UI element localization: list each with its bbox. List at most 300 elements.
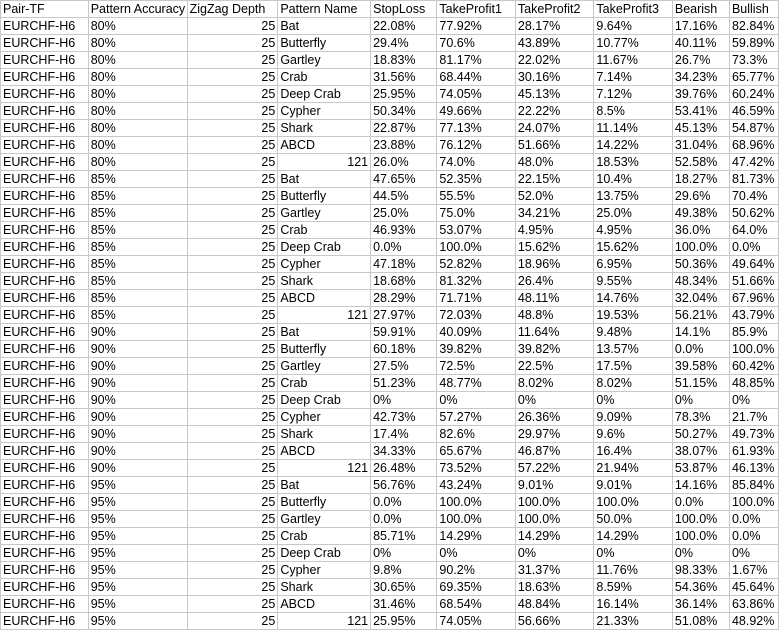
col-pattern-name-cell[interactable]: Deep Crab bbox=[278, 392, 371, 409]
col-takeprofit1-cell[interactable]: 49.66% bbox=[437, 103, 516, 120]
col-pair-tf-header[interactable]: Pair-TF bbox=[1, 1, 89, 18]
col-takeprofit2-cell[interactable]: 51.66% bbox=[515, 137, 594, 154]
col-bullish-cell[interactable]: 73.3% bbox=[729, 52, 778, 69]
col-bearish-cell[interactable]: 50.36% bbox=[672, 256, 729, 273]
col-pattern-name-cell[interactable]: 121 bbox=[278, 613, 371, 630]
col-takeprofit1-cell[interactable]: 90.2% bbox=[437, 562, 516, 579]
col-stoploss-cell[interactable]: 18.68% bbox=[371, 273, 437, 290]
col-bullish-cell[interactable]: 70.4% bbox=[729, 188, 778, 205]
col-zigzag-depth-cell[interactable]: 25 bbox=[187, 273, 278, 290]
col-takeprofit3-cell[interactable]: 13.75% bbox=[594, 188, 673, 205]
col-takeprofit2-cell[interactable]: 4.95% bbox=[515, 222, 594, 239]
col-pattern-accuracy-cell[interactable]: 95% bbox=[88, 477, 187, 494]
col-pattern-name-cell[interactable]: Gartley bbox=[278, 205, 371, 222]
col-takeprofit2-cell[interactable]: 22.22% bbox=[515, 103, 594, 120]
col-zigzag-depth-cell[interactable]: 25 bbox=[187, 426, 278, 443]
col-pair-tf-cell[interactable]: EURCHF-H6 bbox=[1, 120, 89, 137]
col-zigzag-depth-cell[interactable]: 25 bbox=[187, 154, 278, 171]
col-zigzag-depth-cell[interactable]: 25 bbox=[187, 188, 278, 205]
col-bearish-header[interactable]: Bearish bbox=[672, 1, 729, 18]
col-bullish-cell[interactable]: 60.42% bbox=[729, 358, 778, 375]
col-bearish-cell[interactable]: 17.16% bbox=[672, 18, 729, 35]
col-bullish-cell[interactable]: 50.62% bbox=[729, 205, 778, 222]
col-pattern-accuracy-cell[interactable]: 80% bbox=[88, 35, 187, 52]
col-takeprofit3-cell[interactable]: 9.48% bbox=[594, 324, 673, 341]
col-takeprofit3-cell[interactable]: 14.76% bbox=[594, 290, 673, 307]
col-pair-tf-cell[interactable]: EURCHF-H6 bbox=[1, 188, 89, 205]
col-pattern-name-cell[interactable]: Crab bbox=[278, 528, 371, 545]
col-stoploss-cell[interactable]: 85.71% bbox=[371, 528, 437, 545]
col-takeprofit3-cell[interactable]: 16.14% bbox=[594, 596, 673, 613]
col-takeprofit2-cell[interactable]: 22.5% bbox=[515, 358, 594, 375]
col-stoploss-cell[interactable]: 46.93% bbox=[371, 222, 437, 239]
col-takeprofit3-cell[interactable]: 8.5% bbox=[594, 103, 673, 120]
col-takeprofit3-cell[interactable]: 14.29% bbox=[594, 528, 673, 545]
col-takeprofit1-cell[interactable]: 53.07% bbox=[437, 222, 516, 239]
col-pair-tf-cell[interactable]: EURCHF-H6 bbox=[1, 103, 89, 120]
col-pattern-accuracy-cell[interactable]: 95% bbox=[88, 562, 187, 579]
col-pair-tf-cell[interactable]: EURCHF-H6 bbox=[1, 341, 89, 358]
col-takeprofit3-cell[interactable]: 7.14% bbox=[594, 69, 673, 86]
col-pattern-name-cell[interactable]: Butterfly bbox=[278, 341, 371, 358]
col-pair-tf-cell[interactable]: EURCHF-H6 bbox=[1, 409, 89, 426]
col-zigzag-depth-cell[interactable]: 25 bbox=[187, 409, 278, 426]
col-takeprofit3-cell[interactable]: 14.22% bbox=[594, 137, 673, 154]
col-pattern-name-cell[interactable]: Shark bbox=[278, 579, 371, 596]
col-stoploss-cell[interactable]: 0% bbox=[371, 545, 437, 562]
col-bullish-cell[interactable]: 46.13% bbox=[729, 460, 778, 477]
col-pattern-accuracy-cell[interactable]: 90% bbox=[88, 341, 187, 358]
col-bullish-cell[interactable]: 49.64% bbox=[729, 256, 778, 273]
col-takeprofit1-cell[interactable]: 74.05% bbox=[437, 613, 516, 630]
col-bullish-cell[interactable]: 85.9% bbox=[729, 324, 778, 341]
col-bullish-cell[interactable]: 48.85% bbox=[729, 375, 778, 392]
col-takeprofit2-cell[interactable]: 30.16% bbox=[515, 69, 594, 86]
col-pattern-name-cell[interactable]: Shark bbox=[278, 273, 371, 290]
col-stoploss-cell[interactable]: 28.29% bbox=[371, 290, 437, 307]
col-stoploss-cell[interactable]: 9.8% bbox=[371, 562, 437, 579]
col-zigzag-depth-cell[interactable]: 25 bbox=[187, 494, 278, 511]
col-stoploss-cell[interactable]: 25.95% bbox=[371, 86, 437, 103]
col-bullish-cell[interactable]: 67.96% bbox=[729, 290, 778, 307]
col-takeprofit3-cell[interactable]: 7.12% bbox=[594, 86, 673, 103]
col-pattern-name-cell[interactable]: Gartley bbox=[278, 52, 371, 69]
col-pair-tf-cell[interactable]: EURCHF-H6 bbox=[1, 375, 89, 392]
col-pair-tf-cell[interactable]: EURCHF-H6 bbox=[1, 273, 89, 290]
col-takeprofit2-cell[interactable]: 18.96% bbox=[515, 256, 594, 273]
col-pair-tf-cell[interactable]: EURCHF-H6 bbox=[1, 222, 89, 239]
col-takeprofit3-cell[interactable]: 16.4% bbox=[594, 443, 673, 460]
col-pattern-accuracy-cell[interactable]: 80% bbox=[88, 52, 187, 69]
col-bearish-cell[interactable]: 0.0% bbox=[672, 494, 729, 511]
col-bullish-cell[interactable]: 64.0% bbox=[729, 222, 778, 239]
col-pattern-name-cell[interactable]: ABCD bbox=[278, 137, 371, 154]
col-bearish-cell[interactable]: 26.7% bbox=[672, 52, 729, 69]
col-pair-tf-cell[interactable]: EURCHF-H6 bbox=[1, 562, 89, 579]
col-pattern-accuracy-cell[interactable]: 80% bbox=[88, 86, 187, 103]
col-bearish-cell[interactable]: 38.07% bbox=[672, 443, 729, 460]
col-pair-tf-cell[interactable]: EURCHF-H6 bbox=[1, 494, 89, 511]
col-zigzag-depth-cell[interactable]: 25 bbox=[187, 103, 278, 120]
col-stoploss-cell[interactable]: 29.4% bbox=[371, 35, 437, 52]
col-bearish-cell[interactable]: 51.15% bbox=[672, 375, 729, 392]
col-takeprofit2-cell[interactable]: 0% bbox=[515, 545, 594, 562]
col-bearish-cell[interactable]: 0% bbox=[672, 392, 729, 409]
col-bearish-cell[interactable]: 32.04% bbox=[672, 290, 729, 307]
col-takeprofit3-cell[interactable]: 9.09% bbox=[594, 409, 673, 426]
col-stoploss-cell[interactable]: 26.48% bbox=[371, 460, 437, 477]
col-zigzag-depth-cell[interactable]: 25 bbox=[187, 86, 278, 103]
col-takeprofit1-cell[interactable]: 82.6% bbox=[437, 426, 516, 443]
col-takeprofit3-cell[interactable]: 15.62% bbox=[594, 239, 673, 256]
col-bullish-cell[interactable]: 46.59% bbox=[729, 103, 778, 120]
col-bearish-cell[interactable]: 52.58% bbox=[672, 154, 729, 171]
col-takeprofit3-cell[interactable]: 11.67% bbox=[594, 52, 673, 69]
col-zigzag-depth-cell[interactable]: 25 bbox=[187, 222, 278, 239]
col-takeprofit2-cell[interactable]: 48.11% bbox=[515, 290, 594, 307]
col-stoploss-cell[interactable]: 0.0% bbox=[371, 511, 437, 528]
col-zigzag-depth-cell[interactable]: 25 bbox=[187, 52, 278, 69]
col-takeprofit1-cell[interactable]: 77.13% bbox=[437, 120, 516, 137]
col-zigzag-depth-cell[interactable]: 25 bbox=[187, 528, 278, 545]
col-bearish-cell[interactable]: 54.36% bbox=[672, 579, 729, 596]
col-pattern-accuracy-cell[interactable]: 90% bbox=[88, 426, 187, 443]
col-takeprofit1-cell[interactable]: 81.32% bbox=[437, 273, 516, 290]
col-takeprofit3-cell[interactable]: 11.76% bbox=[594, 562, 673, 579]
col-bearish-cell[interactable]: 29.6% bbox=[672, 188, 729, 205]
col-bullish-cell[interactable]: 0% bbox=[729, 392, 778, 409]
col-bearish-cell[interactable]: 45.13% bbox=[672, 120, 729, 137]
col-bearish-cell[interactable]: 0% bbox=[672, 545, 729, 562]
col-zigzag-depth-cell[interactable]: 25 bbox=[187, 290, 278, 307]
col-pair-tf-cell[interactable]: EURCHF-H6 bbox=[1, 511, 89, 528]
col-pattern-name-cell[interactable]: Deep Crab bbox=[278, 86, 371, 103]
col-zigzag-depth-cell[interactable]: 25 bbox=[187, 137, 278, 154]
col-pattern-name-cell[interactable]: Cypher bbox=[278, 562, 371, 579]
col-takeprofit2-cell[interactable]: 39.82% bbox=[515, 341, 594, 358]
col-takeprofit3-header[interactable]: TakeProfit3 bbox=[594, 1, 673, 18]
col-bearish-cell[interactable]: 98.33% bbox=[672, 562, 729, 579]
col-takeprofit2-cell[interactable]: 100.0% bbox=[515, 511, 594, 528]
col-pattern-accuracy-cell[interactable]: 95% bbox=[88, 494, 187, 511]
col-pair-tf-cell[interactable]: EURCHF-H6 bbox=[1, 579, 89, 596]
col-bullish-cell[interactable]: 49.73% bbox=[729, 426, 778, 443]
col-pattern-accuracy-cell[interactable]: 80% bbox=[88, 69, 187, 86]
col-pair-tf-cell[interactable]: EURCHF-H6 bbox=[1, 239, 89, 256]
col-takeprofit2-cell[interactable]: 31.37% bbox=[515, 562, 594, 579]
col-stoploss-cell[interactable]: 0% bbox=[371, 392, 437, 409]
col-pattern-accuracy-cell[interactable]: 95% bbox=[88, 528, 187, 545]
col-zigzag-depth-cell[interactable]: 25 bbox=[187, 324, 278, 341]
col-pattern-accuracy-cell[interactable]: 85% bbox=[88, 307, 187, 324]
col-pattern-name-cell[interactable]: ABCD bbox=[278, 443, 371, 460]
col-takeprofit2-cell[interactable]: 46.87% bbox=[515, 443, 594, 460]
col-pattern-accuracy-cell[interactable]: 85% bbox=[88, 290, 187, 307]
col-stoploss-cell[interactable]: 25.0% bbox=[371, 205, 437, 222]
col-pair-tf-cell[interactable]: EURCHF-H6 bbox=[1, 18, 89, 35]
col-bullish-cell[interactable]: 68.96% bbox=[729, 137, 778, 154]
col-stoploss-cell[interactable]: 31.56% bbox=[371, 69, 437, 86]
col-pattern-accuracy-cell[interactable]: 85% bbox=[88, 239, 187, 256]
col-takeprofit1-cell[interactable]: 76.12% bbox=[437, 137, 516, 154]
col-zigzag-depth-cell[interactable]: 25 bbox=[187, 256, 278, 273]
col-pattern-name-cell[interactable]: Butterfly bbox=[278, 494, 371, 511]
col-pattern-name-cell[interactable]: ABCD bbox=[278, 596, 371, 613]
col-pattern-accuracy-cell[interactable]: 80% bbox=[88, 120, 187, 137]
col-pattern-name-cell[interactable]: Deep Crab bbox=[278, 239, 371, 256]
col-zigzag-depth-cell[interactable]: 25 bbox=[187, 392, 278, 409]
col-takeprofit1-cell[interactable]: 74.05% bbox=[437, 86, 516, 103]
col-stoploss-cell[interactable]: 47.18% bbox=[371, 256, 437, 273]
col-takeprofit2-cell[interactable]: 24.07% bbox=[515, 120, 594, 137]
col-zigzag-depth-cell[interactable]: 25 bbox=[187, 511, 278, 528]
col-pattern-name-cell[interactable]: 121 bbox=[278, 154, 371, 171]
col-bullish-cell[interactable]: 0.0% bbox=[729, 528, 778, 545]
col-takeprofit3-cell[interactable]: 21.94% bbox=[594, 460, 673, 477]
col-takeprofit2-cell[interactable]: 29.97% bbox=[515, 426, 594, 443]
col-pattern-accuracy-cell[interactable]: 90% bbox=[88, 358, 187, 375]
col-takeprofit1-cell[interactable]: 72.03% bbox=[437, 307, 516, 324]
col-pair-tf-cell[interactable]: EURCHF-H6 bbox=[1, 171, 89, 188]
col-bearish-cell[interactable]: 36.14% bbox=[672, 596, 729, 613]
col-bearish-cell[interactable]: 78.3% bbox=[672, 409, 729, 426]
col-pattern-name-cell[interactable]: Gartley bbox=[278, 358, 371, 375]
col-takeprofit2-cell[interactable]: 15.62% bbox=[515, 239, 594, 256]
col-takeprofit1-cell[interactable]: 71.71% bbox=[437, 290, 516, 307]
col-bullish-cell[interactable]: 48.92% bbox=[729, 613, 778, 630]
col-pattern-accuracy-cell[interactable]: 90% bbox=[88, 460, 187, 477]
col-takeprofit1-cell[interactable]: 57.27% bbox=[437, 409, 516, 426]
col-bearish-cell[interactable]: 18.27% bbox=[672, 171, 729, 188]
col-stoploss-header[interactable]: StopLoss bbox=[371, 1, 437, 18]
col-takeprofit1-cell[interactable]: 14.29% bbox=[437, 528, 516, 545]
col-pair-tf-cell[interactable]: EURCHF-H6 bbox=[1, 307, 89, 324]
col-bearish-cell[interactable]: 49.38% bbox=[672, 205, 729, 222]
col-zigzag-depth-cell[interactable]: 25 bbox=[187, 477, 278, 494]
col-takeprofit1-cell[interactable]: 39.82% bbox=[437, 341, 516, 358]
col-bearish-cell[interactable]: 39.58% bbox=[672, 358, 729, 375]
col-takeprofit2-cell[interactable]: 14.29% bbox=[515, 528, 594, 545]
col-takeprofit1-cell[interactable]: 100.0% bbox=[437, 511, 516, 528]
col-zigzag-depth-cell[interactable]: 25 bbox=[187, 171, 278, 188]
col-bullish-cell[interactable]: 100.0% bbox=[729, 341, 778, 358]
col-takeprofit2-cell[interactable]: 22.02% bbox=[515, 52, 594, 69]
col-bullish-cell[interactable]: 51.66% bbox=[729, 273, 778, 290]
col-pattern-accuracy-cell[interactable]: 80% bbox=[88, 103, 187, 120]
col-takeprofit2-header[interactable]: TakeProfit2 bbox=[515, 1, 594, 18]
col-takeprofit3-cell[interactable]: 9.55% bbox=[594, 273, 673, 290]
col-pattern-accuracy-cell[interactable]: 95% bbox=[88, 545, 187, 562]
col-takeprofit2-cell[interactable]: 11.64% bbox=[515, 324, 594, 341]
col-pair-tf-cell[interactable]: EURCHF-H6 bbox=[1, 35, 89, 52]
col-pattern-accuracy-cell[interactable]: 90% bbox=[88, 443, 187, 460]
col-takeprofit3-cell[interactable]: 17.5% bbox=[594, 358, 673, 375]
col-takeprofit1-cell[interactable]: 100.0% bbox=[437, 239, 516, 256]
col-takeprofit1-cell[interactable]: 100.0% bbox=[437, 494, 516, 511]
col-pair-tf-cell[interactable]: EURCHF-H6 bbox=[1, 358, 89, 375]
col-zigzag-depth-cell[interactable]: 25 bbox=[187, 579, 278, 596]
col-bearish-cell[interactable]: 51.08% bbox=[672, 613, 729, 630]
col-zigzag-depth-cell[interactable]: 25 bbox=[187, 205, 278, 222]
col-bullish-cell[interactable]: 21.7% bbox=[729, 409, 778, 426]
col-bullish-cell[interactable]: 85.84% bbox=[729, 477, 778, 494]
col-bullish-cell[interactable]: 45.64% bbox=[729, 579, 778, 596]
col-pattern-accuracy-header[interactable]: Pattern Accuracy bbox=[88, 1, 187, 18]
col-takeprofit2-cell[interactable]: 34.21% bbox=[515, 205, 594, 222]
col-bullish-cell[interactable]: 59.89% bbox=[729, 35, 778, 52]
col-stoploss-cell[interactable]: 50.34% bbox=[371, 103, 437, 120]
col-takeprofit1-cell[interactable]: 70.6% bbox=[437, 35, 516, 52]
col-zigzag-depth-cell[interactable]: 25 bbox=[187, 596, 278, 613]
col-stoploss-cell[interactable]: 30.65% bbox=[371, 579, 437, 596]
col-takeprofit1-cell[interactable]: 52.82% bbox=[437, 256, 516, 273]
col-takeprofit1-cell[interactable]: 81.17% bbox=[437, 52, 516, 69]
col-bearish-cell[interactable]: 36.0% bbox=[672, 222, 729, 239]
col-takeprofit1-cell[interactable]: 65.67% bbox=[437, 443, 516, 460]
col-pair-tf-cell[interactable]: EURCHF-H6 bbox=[1, 443, 89, 460]
col-takeprofit2-cell[interactable]: 26.4% bbox=[515, 273, 594, 290]
col-takeprofit3-cell[interactable]: 9.64% bbox=[594, 18, 673, 35]
col-bullish-cell[interactable]: 0.0% bbox=[729, 239, 778, 256]
col-pair-tf-cell[interactable]: EURCHF-H6 bbox=[1, 154, 89, 171]
col-takeprofit3-cell[interactable]: 13.57% bbox=[594, 341, 673, 358]
col-pair-tf-cell[interactable]: EURCHF-H6 bbox=[1, 426, 89, 443]
col-bullish-cell[interactable]: 65.77% bbox=[729, 69, 778, 86]
col-pair-tf-cell[interactable]: EURCHF-H6 bbox=[1, 545, 89, 562]
col-pattern-name-cell[interactable]: 121 bbox=[278, 460, 371, 477]
col-bullish-cell[interactable]: 100.0% bbox=[729, 494, 778, 511]
col-bearish-cell[interactable]: 31.04% bbox=[672, 137, 729, 154]
col-stoploss-cell[interactable]: 23.88% bbox=[371, 137, 437, 154]
col-takeprofit3-cell[interactable]: 0% bbox=[594, 392, 673, 409]
col-pattern-name-cell[interactable]: Cypher bbox=[278, 256, 371, 273]
col-takeprofit1-cell[interactable]: 77.92% bbox=[437, 18, 516, 35]
col-bullish-cell[interactable]: 1.67% bbox=[729, 562, 778, 579]
col-takeprofit2-cell[interactable]: 48.0% bbox=[515, 154, 594, 171]
col-takeprofit2-cell[interactable]: 100.0% bbox=[515, 494, 594, 511]
col-pattern-name-cell[interactable]: Butterfly bbox=[278, 188, 371, 205]
col-takeprofit2-cell[interactable]: 56.66% bbox=[515, 613, 594, 630]
col-bullish-cell[interactable]: 60.24% bbox=[729, 86, 778, 103]
col-pattern-name-cell[interactable]: Bat bbox=[278, 171, 371, 188]
col-pattern-name-cell[interactable]: Gartley bbox=[278, 511, 371, 528]
col-stoploss-cell[interactable]: 56.76% bbox=[371, 477, 437, 494]
col-takeprofit3-cell[interactable]: 9.01% bbox=[594, 477, 673, 494]
col-takeprofit2-cell[interactable]: 45.13% bbox=[515, 86, 594, 103]
col-bearish-cell[interactable]: 53.87% bbox=[672, 460, 729, 477]
col-takeprofit1-cell[interactable]: 75.0% bbox=[437, 205, 516, 222]
col-takeprofit3-cell[interactable]: 19.53% bbox=[594, 307, 673, 324]
col-takeprofit1-cell[interactable]: 68.44% bbox=[437, 69, 516, 86]
col-pattern-name-cell[interactable]: ABCD bbox=[278, 290, 371, 307]
col-zigzag-depth-header[interactable]: ZigZag Depth bbox=[187, 1, 278, 18]
col-stoploss-cell[interactable]: 42.73% bbox=[371, 409, 437, 426]
col-bullish-cell[interactable]: 0.0% bbox=[729, 511, 778, 528]
col-takeprofit2-cell[interactable]: 52.0% bbox=[515, 188, 594, 205]
col-takeprofit1-cell[interactable]: 74.0% bbox=[437, 154, 516, 171]
col-stoploss-cell[interactable]: 17.4% bbox=[371, 426, 437, 443]
col-takeprofit2-cell[interactable]: 28.17% bbox=[515, 18, 594, 35]
col-bearish-cell[interactable]: 34.23% bbox=[672, 69, 729, 86]
col-zigzag-depth-cell[interactable]: 25 bbox=[187, 69, 278, 86]
col-stoploss-cell[interactable]: 31.46% bbox=[371, 596, 437, 613]
col-bearish-cell[interactable]: 100.0% bbox=[672, 239, 729, 256]
col-bullish-cell[interactable]: 63.86% bbox=[729, 596, 778, 613]
col-bearish-cell[interactable]: 39.76% bbox=[672, 86, 729, 103]
col-bearish-cell[interactable]: 48.34% bbox=[672, 273, 729, 290]
col-pattern-accuracy-cell[interactable]: 80% bbox=[88, 18, 187, 35]
col-pair-tf-cell[interactable]: EURCHF-H6 bbox=[1, 324, 89, 341]
col-pattern-name-cell[interactable]: Bat bbox=[278, 324, 371, 341]
col-pattern-name-cell[interactable]: Crab bbox=[278, 69, 371, 86]
col-bearish-cell[interactable]: 50.27% bbox=[672, 426, 729, 443]
col-pattern-name-cell[interactable]: Butterfly bbox=[278, 35, 371, 52]
col-takeprofit3-cell[interactable]: 100.0% bbox=[594, 494, 673, 511]
col-stoploss-cell[interactable]: 27.97% bbox=[371, 307, 437, 324]
col-bullish-cell[interactable]: 82.84% bbox=[729, 18, 778, 35]
col-stoploss-cell[interactable]: 0.0% bbox=[371, 239, 437, 256]
col-takeprofit1-header[interactable]: TakeProfit1 bbox=[437, 1, 516, 18]
col-takeprofit1-cell[interactable]: 69.35% bbox=[437, 579, 516, 596]
col-bearish-cell[interactable]: 40.11% bbox=[672, 35, 729, 52]
col-takeprofit2-cell[interactable]: 43.89% bbox=[515, 35, 594, 52]
col-bearish-cell[interactable]: 53.41% bbox=[672, 103, 729, 120]
col-takeprofit2-cell[interactable]: 9.01% bbox=[515, 477, 594, 494]
col-takeprofit1-cell[interactable]: 48.77% bbox=[437, 375, 516, 392]
col-takeprofit3-cell[interactable]: 18.53% bbox=[594, 154, 673, 171]
col-takeprofit3-cell[interactable]: 4.95% bbox=[594, 222, 673, 239]
col-bullish-cell[interactable]: 47.42% bbox=[729, 154, 778, 171]
col-takeprofit3-cell[interactable]: 10.77% bbox=[594, 35, 673, 52]
col-pattern-accuracy-cell[interactable]: 85% bbox=[88, 205, 187, 222]
col-pattern-accuracy-cell[interactable]: 90% bbox=[88, 324, 187, 341]
col-pattern-accuracy-cell[interactable]: 85% bbox=[88, 222, 187, 239]
col-zigzag-depth-cell[interactable]: 25 bbox=[187, 341, 278, 358]
col-bullish-cell[interactable]: 0% bbox=[729, 545, 778, 562]
col-stoploss-cell[interactable]: 27.5% bbox=[371, 358, 437, 375]
col-zigzag-depth-cell[interactable]: 25 bbox=[187, 120, 278, 137]
col-takeprofit2-cell[interactable]: 48.8% bbox=[515, 307, 594, 324]
col-bullish-header[interactable]: Bullish bbox=[729, 1, 778, 18]
col-pattern-name-cell[interactable]: Bat bbox=[278, 477, 371, 494]
col-pair-tf-cell[interactable]: EURCHF-H6 bbox=[1, 477, 89, 494]
col-takeprofit3-cell[interactable]: 11.14% bbox=[594, 120, 673, 137]
col-stoploss-cell[interactable]: 34.33% bbox=[371, 443, 437, 460]
col-takeprofit3-cell[interactable]: 21.33% bbox=[594, 613, 673, 630]
col-takeprofit3-cell[interactable]: 25.0% bbox=[594, 205, 673, 222]
col-bullish-cell[interactable]: 54.87% bbox=[729, 120, 778, 137]
col-takeprofit3-cell[interactable]: 9.6% bbox=[594, 426, 673, 443]
col-bullish-cell[interactable]: 43.79% bbox=[729, 307, 778, 324]
col-zigzag-depth-cell[interactable]: 25 bbox=[187, 443, 278, 460]
col-pair-tf-cell[interactable]: EURCHF-H6 bbox=[1, 596, 89, 613]
col-takeprofit2-cell[interactable]: 48.84% bbox=[515, 596, 594, 613]
col-stoploss-cell[interactable]: 59.91% bbox=[371, 324, 437, 341]
col-takeprofit3-cell[interactable]: 10.4% bbox=[594, 171, 673, 188]
col-pattern-accuracy-cell[interactable]: 95% bbox=[88, 596, 187, 613]
col-bullish-cell[interactable]: 61.93% bbox=[729, 443, 778, 460]
col-pair-tf-cell[interactable]: EURCHF-H6 bbox=[1, 86, 89, 103]
col-pattern-accuracy-cell[interactable]: 95% bbox=[88, 511, 187, 528]
col-takeprofit1-cell[interactable]: 52.35% bbox=[437, 171, 516, 188]
col-stoploss-cell[interactable]: 0.0% bbox=[371, 494, 437, 511]
col-takeprofit1-cell[interactable]: 0% bbox=[437, 545, 516, 562]
col-pattern-accuracy-cell[interactable]: 80% bbox=[88, 137, 187, 154]
col-pattern-accuracy-cell[interactable]: 90% bbox=[88, 409, 187, 426]
col-pattern-accuracy-cell[interactable]: 85% bbox=[88, 256, 187, 273]
col-pattern-accuracy-cell[interactable]: 85% bbox=[88, 171, 187, 188]
col-takeprofit3-cell[interactable]: 8.59% bbox=[594, 579, 673, 596]
